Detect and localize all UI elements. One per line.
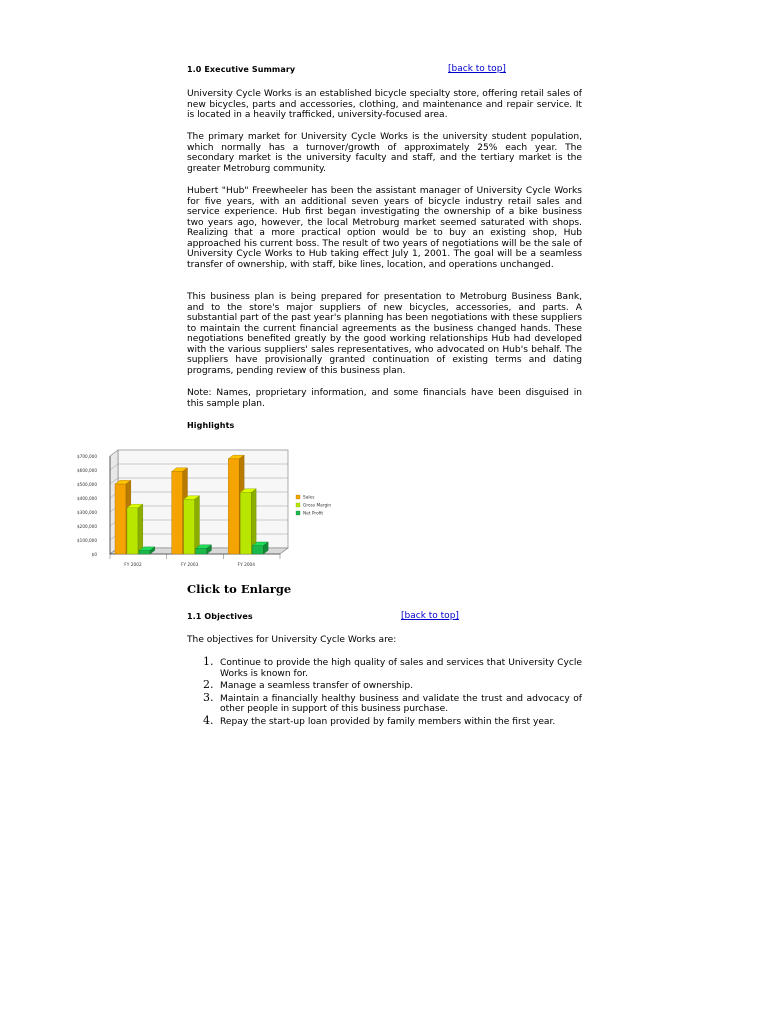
chart-bar bbox=[115, 484, 126, 554]
chart-bar bbox=[252, 546, 263, 554]
list-item bbox=[187, 678, 582, 692]
list-item bbox=[187, 655, 582, 679]
list-item bbox=[187, 713, 582, 728]
highlights-chart[interactable] bbox=[70, 440, 342, 585]
paragraph-business-plan: This business plan is being prepared for presentation to Metroburg Business Bank, and to the store's major suppliers of new bicycles, accessories, and parts. A substantial part of the past year's planning has been negotiations with these suppliers to maintain the current financial agreements as the business changed hands. These negotiations benefited greatly by the good working relationships Hub had developed with the various suppliers' sales representatives, who advocated on Hub's behalf. The suppliers have provisionally granted continuation of existing terms and dating programs, pending review of this business plan. bbox=[187, 292, 582, 376]
list-item bbox=[187, 690, 582, 715]
chart-x-tick-label: FY 2004 bbox=[237, 563, 256, 568]
chart-y-tick-label: $600,000 bbox=[77, 468, 97, 473]
list-number: 4. bbox=[203, 713, 214, 727]
back-to-top-link-objectives[interactable]: [back to top] bbox=[401, 611, 459, 621]
chart-y-tick-label: $700,000 bbox=[77, 454, 97, 459]
section-heading-executive-summary: 1.0 Executive Summary bbox=[187, 65, 296, 74]
highlights-heading: Highlights bbox=[187, 421, 235, 430]
list-number: 2. bbox=[203, 678, 214, 691]
list-number: 3. bbox=[203, 690, 214, 704]
chart-bar-side bbox=[138, 504, 143, 554]
highlights-chart-svg bbox=[70, 440, 342, 585]
back-to-top-link[interactable]: [back to top] bbox=[448, 64, 506, 74]
paragraph-market: The primary market for University Cycle Works is the university student population, which normally has a turnover/growth of approximately 25% each year. The secondary market is the university faculty and staff, and the tertiary market is the greater Metroburg community. bbox=[187, 132, 582, 174]
chart-y-tick-label: $400,000 bbox=[77, 496, 97, 501]
chart-legend-label: Gross Margin bbox=[303, 503, 332, 509]
chart-legend-swatch bbox=[296, 511, 300, 515]
chart-x-tick-label: FY 2003 bbox=[180, 563, 199, 568]
chart-bar bbox=[196, 548, 207, 554]
chart-y-tick-label: $300,000 bbox=[77, 510, 97, 515]
chart-bar bbox=[139, 551, 150, 555]
list-item-text: Maintain a financially healthy business and validate the trust and advocacy of other people in support of this business purchase. bbox=[220, 693, 582, 714]
section-heading-objectives: 1.1 Objectives bbox=[187, 612, 253, 621]
chart-bar-side bbox=[195, 496, 200, 554]
paragraph-intro: University Cycle Works is an established bicycle specialty store, offering retail sales of new bicycles, parts and accessories, clothing, and maintenance and repair service. It is located in a heavily trafficked, university-focused area. bbox=[187, 89, 582, 120]
chart-legend-swatch bbox=[296, 495, 300, 499]
chart-y-tick-label: $200,000 bbox=[77, 524, 97, 529]
chart-bar bbox=[184, 499, 195, 554]
list-item-text: Repay the start-up loan provided by family members within the first year. bbox=[220, 716, 556, 727]
chart-y-tick-label: $500,000 bbox=[77, 482, 97, 487]
list-item-text: Manage a seamless transfer of ownership. bbox=[220, 681, 413, 691]
list-number: 1. bbox=[203, 655, 214, 668]
chart-y-tick-label: $0 bbox=[91, 552, 97, 557]
chart-legend-swatch bbox=[296, 503, 300, 507]
objectives-list bbox=[187, 655, 582, 729]
chart-y-tick-label: $100,000 bbox=[77, 538, 97, 543]
chart-bar bbox=[228, 459, 239, 554]
chart-legend-label: Sales bbox=[303, 495, 315, 501]
chart-bar bbox=[240, 492, 251, 554]
chart-x-tick-label: FY 2002 bbox=[124, 563, 142, 568]
chart-bar bbox=[127, 508, 138, 554]
click-to-enlarge-link[interactable]: Click to Enlarge bbox=[187, 582, 292, 596]
chart-back-wall bbox=[118, 450, 288, 548]
chart-legend-label: Net Profit bbox=[303, 511, 324, 517]
list-item-text: Continue to provide the high quality of sales and services that University Cycle Works is known for. bbox=[220, 658, 582, 679]
paragraph-note: Note: Names, proprietary information, and some financials have been disguised in this sample plan. bbox=[187, 388, 582, 409]
objectives-intro: The objectives for University Cycle Works are: bbox=[187, 635, 397, 645]
chart-bar bbox=[172, 471, 183, 554]
paragraph-ownership: Hubert "Hub" Freewheeler has been the assistant manager of University Cycle Works for five years, with an additional seven years of bicycle industry retail sales and service experience. Hub first began investigating the ownership of a bike business two years ago, however, the local Metroburg market seemed saturated with shops. Realizing that a more practical option would be to buy an existing shop, Hub approached his current boss. The result of two years of negotiations will be the sale of University Cycle Works to Hub taking effect July 1, 2001. The goal will be a seamless transfer of ownership, with staff, bike lines, location, and operations unchanged. bbox=[187, 186, 582, 270]
